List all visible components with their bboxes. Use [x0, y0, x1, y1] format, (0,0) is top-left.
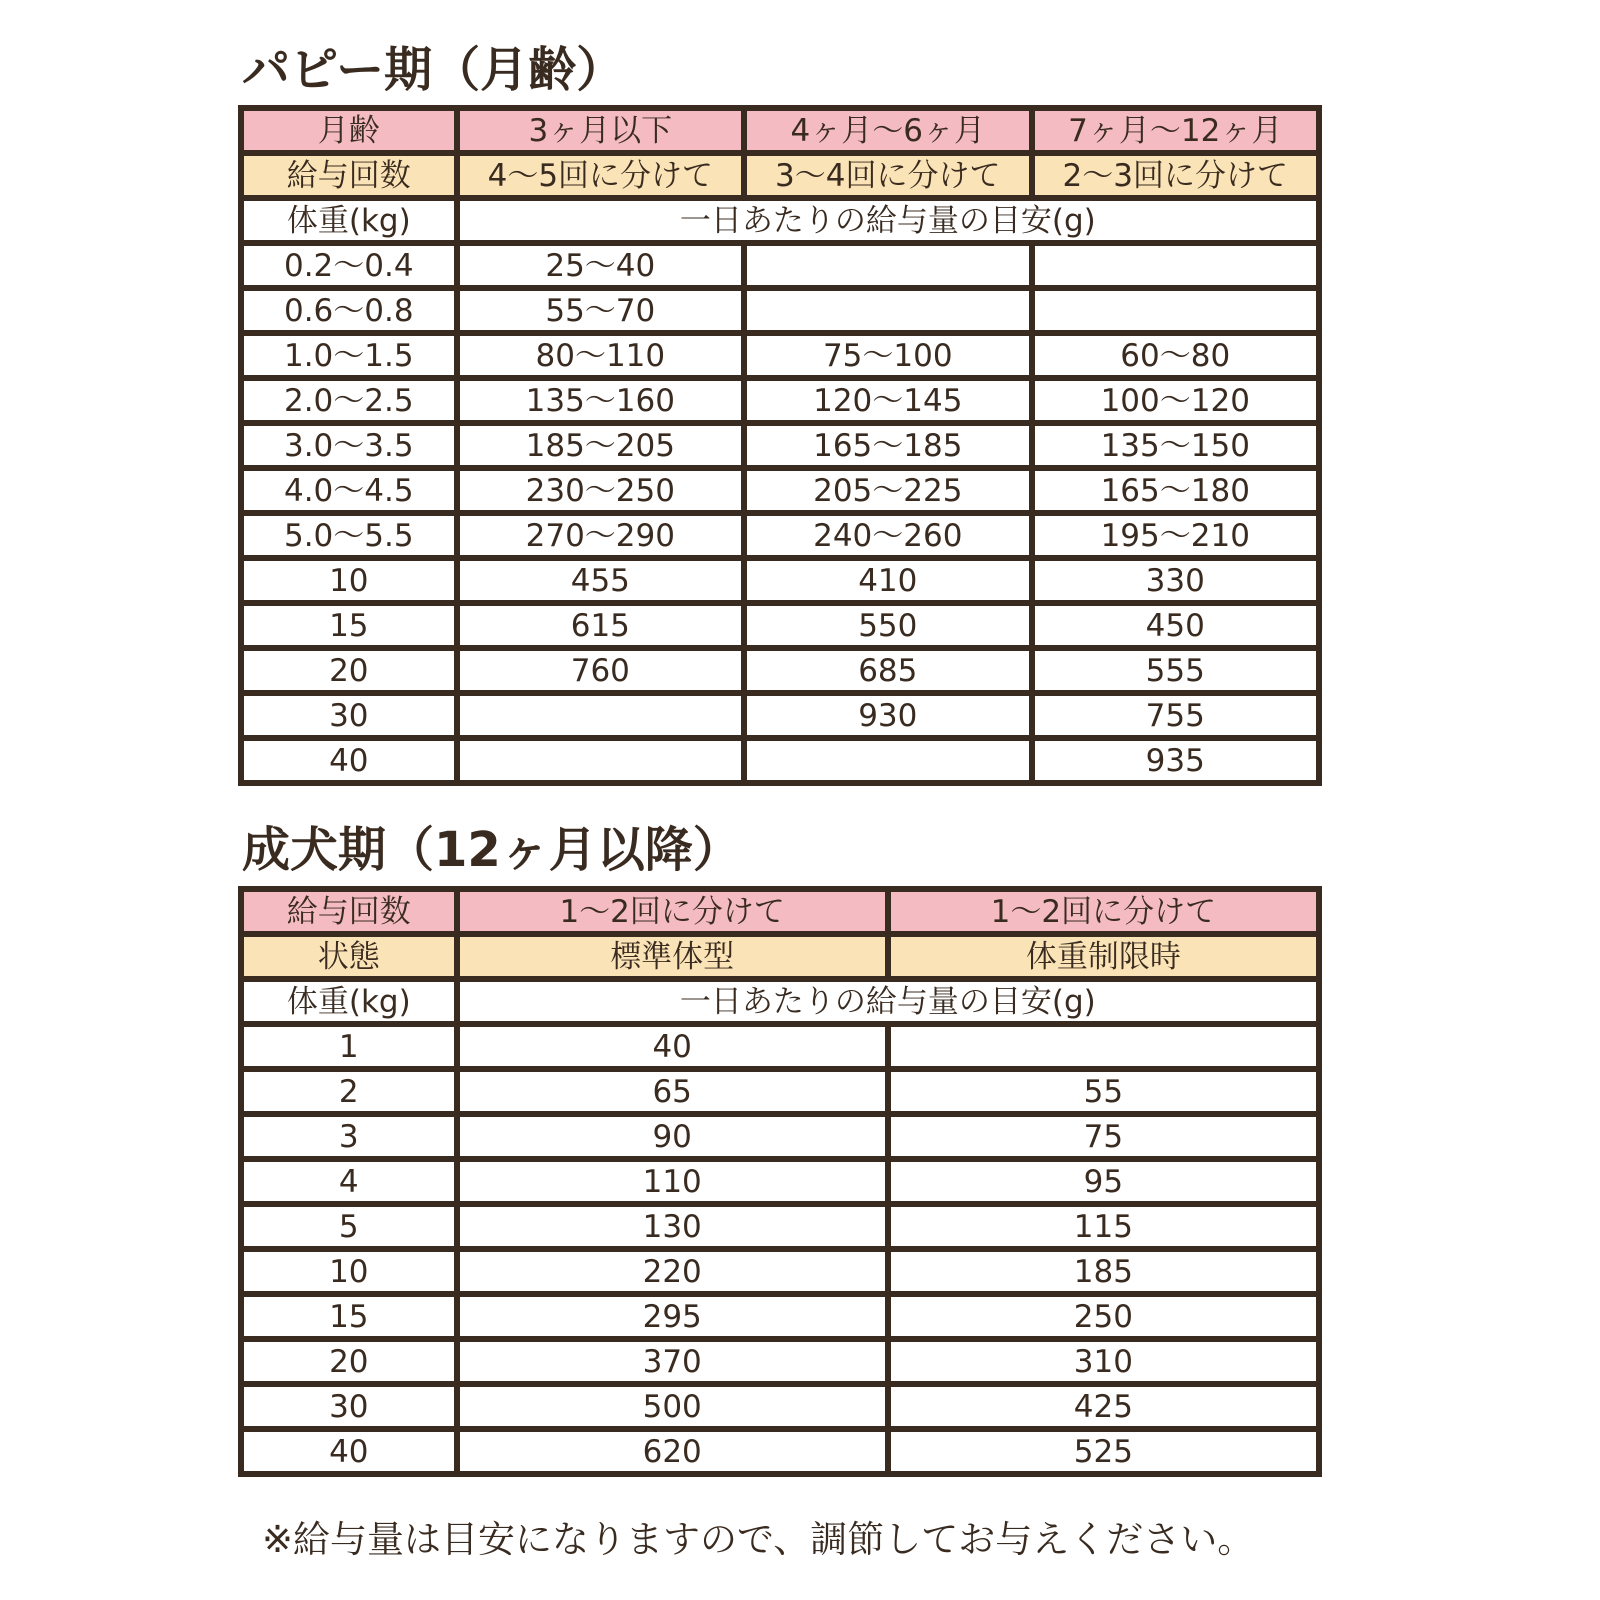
age-header-row: [241, 108, 1319, 153]
header-cell: 3～4回に分けて: [744, 153, 1031, 198]
amount-cell: 130: [457, 1204, 888, 1249]
amount-cell: 615: [457, 603, 744, 648]
table-row: [241, 1249, 1319, 1294]
body-state-row: [241, 934, 1319, 979]
amount-cell: 550: [744, 603, 1031, 648]
header-cell: 4～5回に分けて: [457, 153, 744, 198]
table-row: [241, 1384, 1319, 1429]
table-row: [241, 513, 1319, 558]
table-row: [241, 738, 1319, 783]
weight-cell: 30: [241, 693, 457, 738]
amount-cell: 935: [1032, 738, 1320, 783]
amount-cell: 220: [457, 1249, 888, 1294]
weight-cell: 2: [241, 1069, 457, 1114]
weight-cell: 2.0～2.5: [241, 378, 457, 423]
weight-cell: 20: [241, 1339, 457, 1384]
amount-cell: 755: [1032, 693, 1320, 738]
amount-cell: 40: [457, 1024, 888, 1069]
amount-cell: 455: [457, 558, 744, 603]
amount-cell: 930: [744, 693, 1031, 738]
weight-cell: 3.0～3.5: [241, 423, 457, 468]
weight-cell: 20: [241, 648, 457, 693]
table-row: [241, 1204, 1319, 1249]
amount-cell: 75: [888, 1114, 1319, 1159]
header-cell: 1～2回に分けて: [457, 889, 888, 934]
amount-cell: [1032, 243, 1320, 288]
table-row: [241, 603, 1319, 648]
weight-cell: 40: [241, 738, 457, 783]
weight-cell: 5: [241, 1204, 457, 1249]
weight-cell: 0.2～0.4: [241, 243, 457, 288]
feeding-count-row: [241, 153, 1319, 198]
table-row: [241, 468, 1319, 513]
table-row: [241, 1339, 1319, 1384]
table-row: [241, 243, 1319, 288]
amount-cell: [1032, 288, 1320, 333]
amount-cell: 270～290: [457, 513, 744, 558]
amount-cell: 120～145: [744, 378, 1031, 423]
amount-cell: 240～260: [744, 513, 1031, 558]
amount-cell: 115: [888, 1204, 1319, 1249]
amount-cell: 185: [888, 1249, 1319, 1294]
amount-cell: 205～225: [744, 468, 1031, 513]
adult-section-title: 成犬期（12ヶ月以降）: [242, 822, 741, 878]
amount-label: 一日あたりの給与量の目安(g): [457, 979, 1319, 1024]
amount-cell: 295: [457, 1294, 888, 1339]
amount-cell: 135～160: [457, 378, 744, 423]
weight-cell: 4.0～4.5: [241, 468, 457, 513]
weight-cell: 15: [241, 603, 457, 648]
weight-label: 体重(kg): [241, 198, 457, 243]
amount-cell: 165～180: [1032, 468, 1320, 513]
amount-cell: [744, 738, 1031, 783]
amount-cell: 450: [1032, 603, 1320, 648]
amount-cell: 165～185: [744, 423, 1031, 468]
amount-cell: 250: [888, 1294, 1319, 1339]
amount-cell: 330: [1032, 558, 1320, 603]
table-row: [241, 288, 1319, 333]
amount-cell: 310: [888, 1339, 1319, 1384]
amount-cell: [457, 738, 744, 783]
amount-cell: [744, 288, 1031, 333]
table-row: [241, 423, 1319, 468]
footnote: ※給与量は目安になりますので、調節してお与えください。: [262, 1518, 1255, 1561]
amount-cell: 80～110: [457, 333, 744, 378]
header-cell: 標準体型: [457, 934, 888, 979]
table-row: [241, 333, 1319, 378]
amount-cell: 65: [457, 1069, 888, 1114]
amount-cell: 25～40: [457, 243, 744, 288]
adult-feeding-table: [238, 886, 1322, 1477]
amount-cell: 55～70: [457, 288, 744, 333]
weight-cell: 5.0～5.5: [241, 513, 457, 558]
amount-cell: 100～120: [1032, 378, 1320, 423]
amount-cell: 370: [457, 1339, 888, 1384]
weight-cell: 15: [241, 1294, 457, 1339]
header-cell: 1～2回に分けて: [888, 889, 1319, 934]
feeding-count-row: [241, 889, 1319, 934]
amount-cell: 90: [457, 1114, 888, 1159]
column-label-row: [241, 979, 1319, 1024]
amount-cell: [457, 693, 744, 738]
weight-cell: 30: [241, 1384, 457, 1429]
amount-cell: 135～150: [1032, 423, 1320, 468]
header-cell: 給与回数: [241, 153, 457, 198]
amount-cell: 55: [888, 1069, 1319, 1114]
amount-cell: 95: [888, 1159, 1319, 1204]
amount-cell: [744, 243, 1031, 288]
header-cell: 3ヶ月以下: [457, 108, 744, 153]
amount-cell: 620: [457, 1429, 888, 1474]
header-cell: 7ヶ月～12ヶ月: [1032, 108, 1320, 153]
table-row: [241, 1159, 1319, 1204]
table-row: [241, 1429, 1319, 1474]
amount-cell: 60～80: [1032, 333, 1320, 378]
table-row: [241, 693, 1319, 738]
puppy-feeding-table: [238, 105, 1322, 786]
amount-cell: 75～100: [744, 333, 1031, 378]
weight-label: 体重(kg): [241, 979, 457, 1024]
weight-cell: 3: [241, 1114, 457, 1159]
puppy-section-title: パピー期（月齢）: [242, 42, 625, 98]
header-cell: 給与回数: [241, 889, 457, 934]
header-cell: 体重制限時: [888, 934, 1319, 979]
amount-cell: 760: [457, 648, 744, 693]
table-row: [241, 1114, 1319, 1159]
weight-cell: 1.0～1.5: [241, 333, 457, 378]
table-row: [241, 1024, 1319, 1069]
amount-cell: 110: [457, 1159, 888, 1204]
table-row: [241, 378, 1319, 423]
amount-cell: 425: [888, 1384, 1319, 1429]
amount-cell: 185～205: [457, 423, 744, 468]
amount-cell: 555: [1032, 648, 1320, 693]
weight-cell: 40: [241, 1429, 457, 1474]
amount-label: 一日あたりの給与量の目安(g): [457, 198, 1319, 243]
amount-cell: 525: [888, 1429, 1319, 1474]
weight-cell: 10: [241, 558, 457, 603]
header-cell: 状態: [241, 934, 457, 979]
amount-cell: [888, 1024, 1319, 1069]
header-cell: 2～3回に分けて: [1032, 153, 1320, 198]
table-row: [241, 648, 1319, 693]
table-row: [241, 1294, 1319, 1339]
table-row: [241, 1069, 1319, 1114]
weight-cell: 10: [241, 1249, 457, 1294]
header-cell: 4ヶ月～6ヶ月: [744, 108, 1031, 153]
weight-cell: 4: [241, 1159, 457, 1204]
weight-cell: 1: [241, 1024, 457, 1069]
column-label-row: [241, 198, 1319, 243]
weight-cell: 0.6～0.8: [241, 288, 457, 333]
table-row: [241, 558, 1319, 603]
amount-cell: 195～210: [1032, 513, 1320, 558]
amount-cell: 230～250: [457, 468, 744, 513]
header-cell: 月齢: [241, 108, 457, 153]
amount-cell: 500: [457, 1384, 888, 1429]
amount-cell: 685: [744, 648, 1031, 693]
amount-cell: 410: [744, 558, 1031, 603]
